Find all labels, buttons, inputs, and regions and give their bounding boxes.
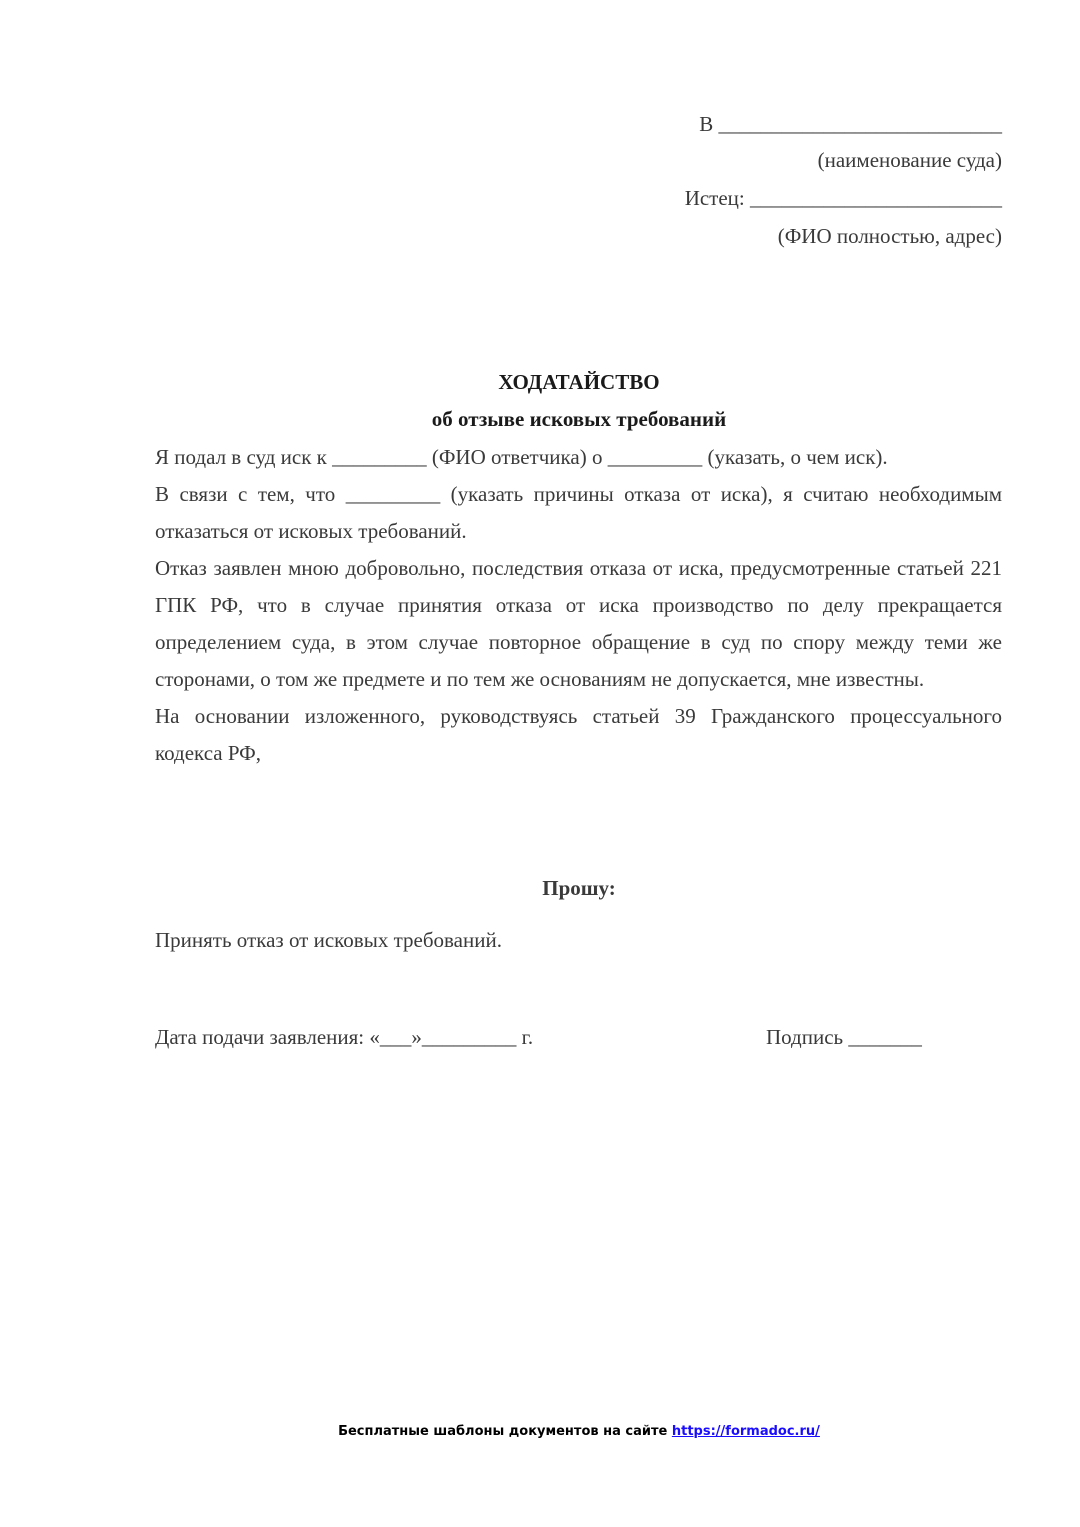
document-subtitle: об отзыве исковых требований bbox=[431, 407, 727, 431]
paragraph-claim: Я подал в суд иск к _________ (ФИО ответчика) о _________ (указать, о чем иск). bbox=[155, 445, 888, 469]
paragraph-consequences: Отказ заявлен мною добровольно, последствия отказа от иска, предусмотренные статьей 221 ГПК РФ, что в случае принятия отказа от иска производство по делу прекращается определением суда, в этом случае повторное обращение в суд по спору между теми же сторонами, о том же предмете и по тем же основаниям не допускается, мне известны. bbox=[155, 556, 1002, 691]
document-title: ХОДАТАЙСТВО bbox=[498, 370, 660, 394]
paragraph-reason: В связи с тем, что _________ (указать причины отказа от иска), я считаю необходимым отказаться от исковых требований. bbox=[155, 482, 1002, 543]
request-heading: Прошу: bbox=[542, 876, 616, 900]
signature-line: Подпись _______ bbox=[766, 1025, 922, 1049]
plaintiff-line: Истец: ________________________ bbox=[684, 186, 1002, 210]
footer-text: Бесплатные шаблоны документов на сайте bbox=[338, 1424, 672, 1439]
plaintiff-caption: (ФИО полностью, адрес) bbox=[777, 224, 1002, 248]
court-caption: (наименование суда) bbox=[817, 148, 1002, 172]
request-text: Принять отказ от исковых требований. bbox=[155, 928, 502, 952]
body-text bbox=[155, 439, 1002, 772]
date-line: Дата подачи заявления: «___»_________ г. bbox=[155, 1025, 534, 1049]
court-line: В ___________________________ bbox=[699, 112, 1002, 136]
footer-note bbox=[0, 1424, 1080, 1439]
paragraph-basis: На основании изложенного, руководствуясь статьей 39 Гражданского процессуального кодекса РФ, bbox=[155, 704, 1002, 765]
footer-link[interactable]: https://formadoc.ru/ bbox=[671, 1424, 820, 1439]
